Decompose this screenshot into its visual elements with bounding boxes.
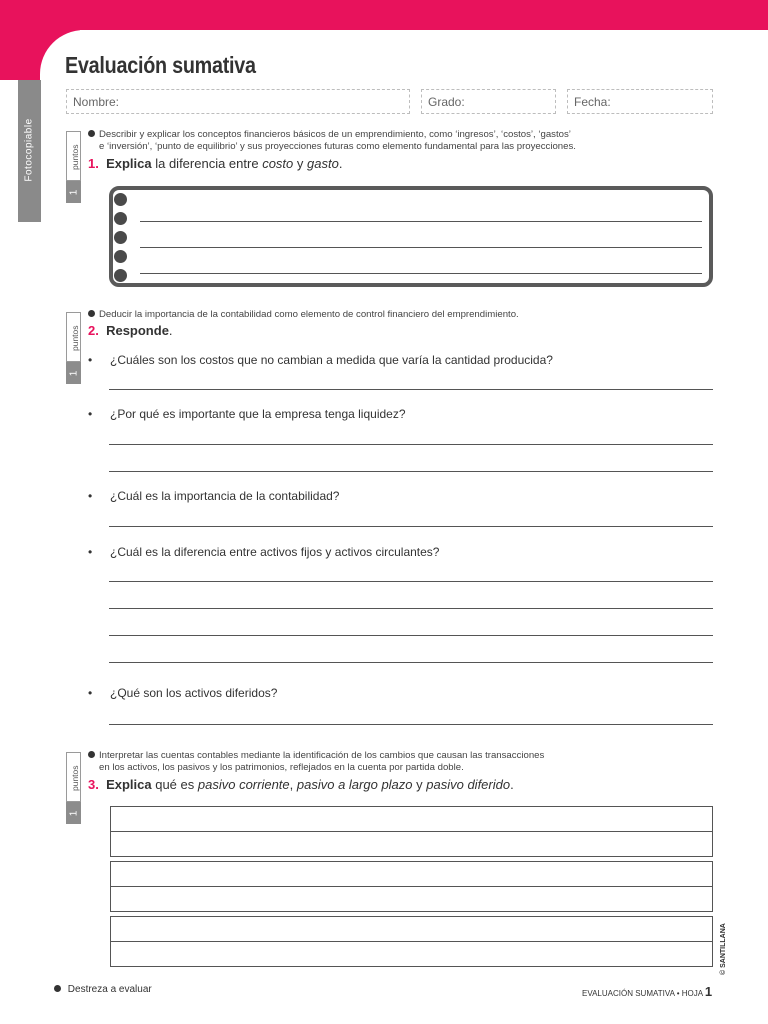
answer-line[interactable] bbox=[140, 247, 702, 248]
answer-box-row[interactable] bbox=[110, 831, 713, 857]
points-value-1: 1 bbox=[66, 181, 81, 203]
sub-question: • ¿Qué son los activos diferidos? bbox=[88, 686, 278, 700]
answer-line[interactable] bbox=[109, 444, 713, 445]
sub-question: • ¿Cuáles son los costos que no cambian a medida que varía la cantidad producida? bbox=[88, 353, 553, 367]
page-number: 1 bbox=[704, 984, 713, 999]
answer-line[interactable] bbox=[109, 389, 713, 390]
grado-field[interactable] bbox=[421, 89, 556, 114]
question-3: 3. Explica qué es pasivo corriente, pasivo a largo plazo y pasivo diferido. bbox=[88, 777, 514, 792]
answer-line[interactable] bbox=[109, 635, 713, 636]
sub-question: • ¿Por qué es importante que la empresa tenga liquidez? bbox=[88, 407, 406, 421]
points-word-1: puntos bbox=[70, 144, 80, 170]
fotocopiable-label: Fotocopiable bbox=[23, 118, 35, 182]
answer-line[interactable] bbox=[109, 608, 713, 609]
criteria-3: Interpretar las cuentas contables mediante la identificación de los cambios que causan las transacciones en los activos, los pasivos y los patrimonios, reflejados en la cuenta por partida doble. bbox=[88, 750, 728, 774]
criteria-2: Deducir la importancia de la contabilidad como elemento de control financiero del emprendimiento. bbox=[88, 309, 728, 321]
bullet-dot-icon bbox=[88, 751, 95, 758]
points-word-2: puntos bbox=[70, 325, 80, 351]
criteria-1: Describir y explicar los conceptos financieros básicos de un emprendimiento, como ‘ingresos’, ‘costos’, ‘gastos’ e ‘inversión’, ‘punto de equilibrio’ y sus proyecciones futuras como elemento fundamental para las proyecciones. bbox=[88, 129, 728, 153]
answer-line[interactable] bbox=[109, 526, 713, 527]
bullet-dot-icon bbox=[88, 310, 95, 317]
nombre-field[interactable] bbox=[66, 89, 410, 114]
answer-box-row[interactable] bbox=[110, 916, 713, 942]
sub-question: • ¿Cuál es la importancia de la contabilidad? bbox=[88, 489, 340, 503]
points-word-3: puntos bbox=[70, 765, 80, 791]
header-band bbox=[0, 0, 768, 30]
points-value-3: 1 bbox=[66, 802, 81, 824]
page-title: Evaluación sumativa bbox=[65, 52, 256, 78]
copyright-label: © SANTILLANA bbox=[720, 923, 727, 975]
notebook-ring-icon bbox=[113, 230, 128, 245]
notebook-ring-icon bbox=[113, 192, 128, 207]
notebook-ring-icon bbox=[113, 211, 128, 226]
fecha-label: Fecha: bbox=[574, 95, 611, 109]
answer-line[interactable] bbox=[140, 221, 702, 222]
nombre-label: Nombre: bbox=[73, 95, 120, 109]
bullet-dot-icon bbox=[88, 130, 95, 137]
answer-box-row[interactable] bbox=[110, 806, 713, 832]
grado-label: Grado: bbox=[428, 95, 465, 109]
sub-question: • ¿Cuál es la diferencia entre activos fijos y activos circulantes? bbox=[88, 545, 440, 559]
answer-line[interactable] bbox=[109, 581, 713, 582]
answer-box-row[interactable] bbox=[110, 941, 713, 967]
points-value-2: 1 bbox=[66, 362, 81, 384]
answer-line[interactable] bbox=[109, 471, 713, 472]
answer-line[interactable] bbox=[109, 662, 713, 663]
footer-sheet-label: EVALUACIÓN SUMATIVA • HOJA 1 bbox=[582, 984, 713, 999]
notebook-ring-icon bbox=[113, 249, 128, 264]
fecha-field[interactable] bbox=[567, 89, 713, 114]
answer-line[interactable] bbox=[109, 724, 713, 725]
answer-line[interactable] bbox=[140, 273, 702, 274]
question-2: 2. Responde. bbox=[88, 323, 173, 338]
answer-box-row[interactable] bbox=[110, 886, 713, 912]
answer-box-row[interactable] bbox=[110, 861, 713, 887]
question-1: 1. Explica la diferencia entre costo y gasto. bbox=[88, 156, 343, 171]
notebook-ring-icon bbox=[113, 268, 128, 283]
answer-notebook-1[interactable] bbox=[109, 186, 713, 287]
footer-skill-label: Destreza a evaluar bbox=[54, 984, 152, 995]
bullet-dot-icon bbox=[54, 985, 61, 992]
